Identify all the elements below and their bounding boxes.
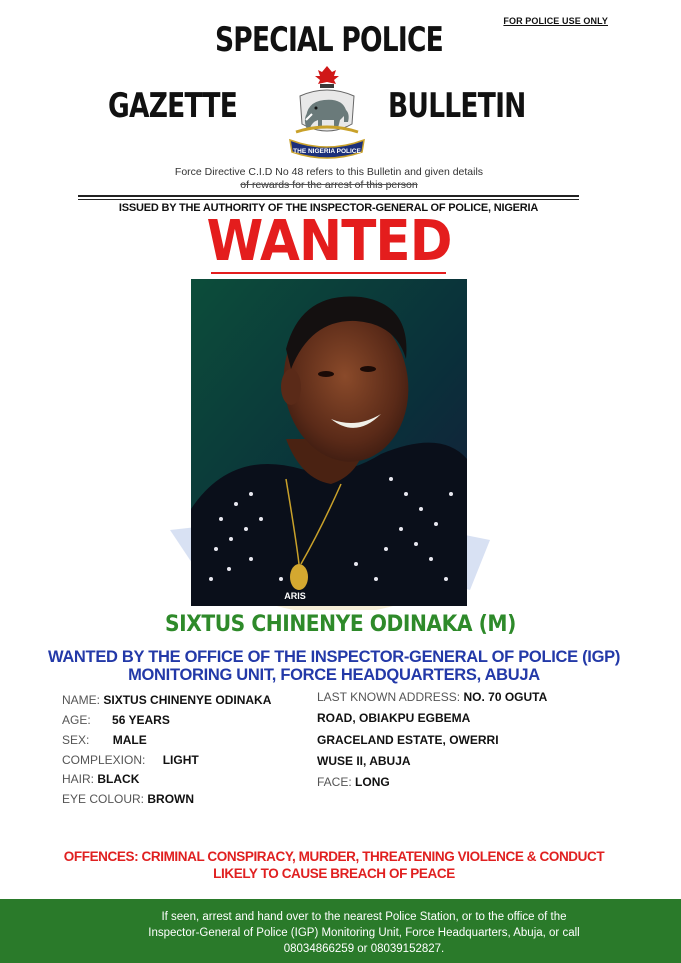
age-value: 56 YEARS	[112, 713, 170, 727]
title-gazette: GAZETTE	[108, 86, 238, 126]
detail-eye-colour	[62, 792, 194, 806]
detail-complexion	[62, 753, 199, 767]
title-special-police: SPECIAL POLICE	[214, 20, 444, 60]
age-label: AGE:	[62, 713, 91, 727]
detail-sex	[62, 733, 147, 747]
address-line-2: ROAD, OBIAKPU EGBEMA	[317, 711, 471, 725]
detail-address	[317, 690, 547, 704]
footer-instructions	[100, 909, 628, 957]
wanted-by-line-2: MONITORING UNIT, FORCE HEADQUARTERS, ABUJA	[128, 666, 540, 684]
divider-thick	[78, 195, 579, 197]
address-line-4: WUSE II, ABUJA	[317, 754, 411, 768]
wanted-title: WANTED	[206, 209, 452, 274]
face-label: FACE:	[317, 775, 352, 789]
crest-banner-text: THE NIGERIA POLICE	[293, 148, 361, 155]
address-line-3: GRACELAND ESTATE, OWERRI	[317, 733, 499, 747]
footer-line-1: If seen, arrest and hand over to the nearest Police Station, or to the office of the	[161, 911, 567, 923]
detail-hair	[62, 772, 139, 786]
detail-face	[317, 775, 390, 789]
wanted-underline	[211, 272, 446, 274]
hair-label: HAIR:	[62, 772, 95, 786]
police-use-only-label: FOR POLICE USE ONLY	[503, 16, 608, 26]
suspect-photo	[191, 279, 467, 606]
face-value: LONG	[355, 775, 390, 789]
name-label: NAME:	[62, 693, 101, 707]
footer-line-2: Inspector-General of Police (IGP) Monitoring Unit, Force Headquarters, Abuja, or call	[148, 927, 580, 939]
name-value: SIXTUS CHINENYE ODINAKA	[103, 693, 272, 707]
offences-text	[0, 848, 668, 882]
force-directive-note	[120, 166, 538, 192]
pendant-text: ARIS	[284, 591, 306, 601]
directive-line-2: of rewards for the arrest of this person	[240, 179, 418, 191]
address-label: LAST KNOWN ADDRESS:	[317, 690, 461, 704]
issuing-authority: ISSUED BY THE AUTHORITY OF THE INSPECTOR-GENERAL OF POLICE, NIGERIA	[118, 202, 539, 214]
footer-line-3: 08034866259 or 08039152827.	[283, 943, 445, 955]
nigeria-police-crest-icon	[282, 62, 372, 166]
complexion-label: COMPLEXION:	[62, 753, 146, 767]
offences-line-1: OFFENCES: CRIMINAL CONSPIRACY, MURDER, THREATENING VIOLENCE & CONDUCT	[63, 849, 605, 864]
eye-colour-label: EYE COLOUR:	[62, 792, 145, 806]
suspect-name-heading: SIXTUS CHINENYE ODINAKA (M)	[165, 612, 516, 637]
sex-label: SEX:	[62, 733, 90, 747]
offences-line-2: LIKELY TO CAUSE BREACH OF PEACE	[213, 866, 455, 881]
wanted-by-line-1: WANTED BY THE OFFICE OF THE INSPECTOR-GENERAL OF POLICE (IGP)	[47, 648, 621, 666]
title-bulletin: BULLETIN	[388, 86, 526, 126]
divider-thin	[78, 199, 579, 200]
sex-value: MALE	[112, 733, 147, 747]
detail-name	[62, 693, 271, 707]
complexion-value: LIGHT	[162, 753, 199, 767]
directive-line-1: Force Directive C.I.D No 48 refers to this Bulletin and given details	[174, 166, 484, 178]
detail-age	[62, 713, 170, 727]
eye-colour-value: BROWN	[147, 792, 195, 806]
address-line-1: NO. 70 OGUTA	[463, 690, 548, 704]
hair-value: BLACK	[97, 772, 140, 786]
